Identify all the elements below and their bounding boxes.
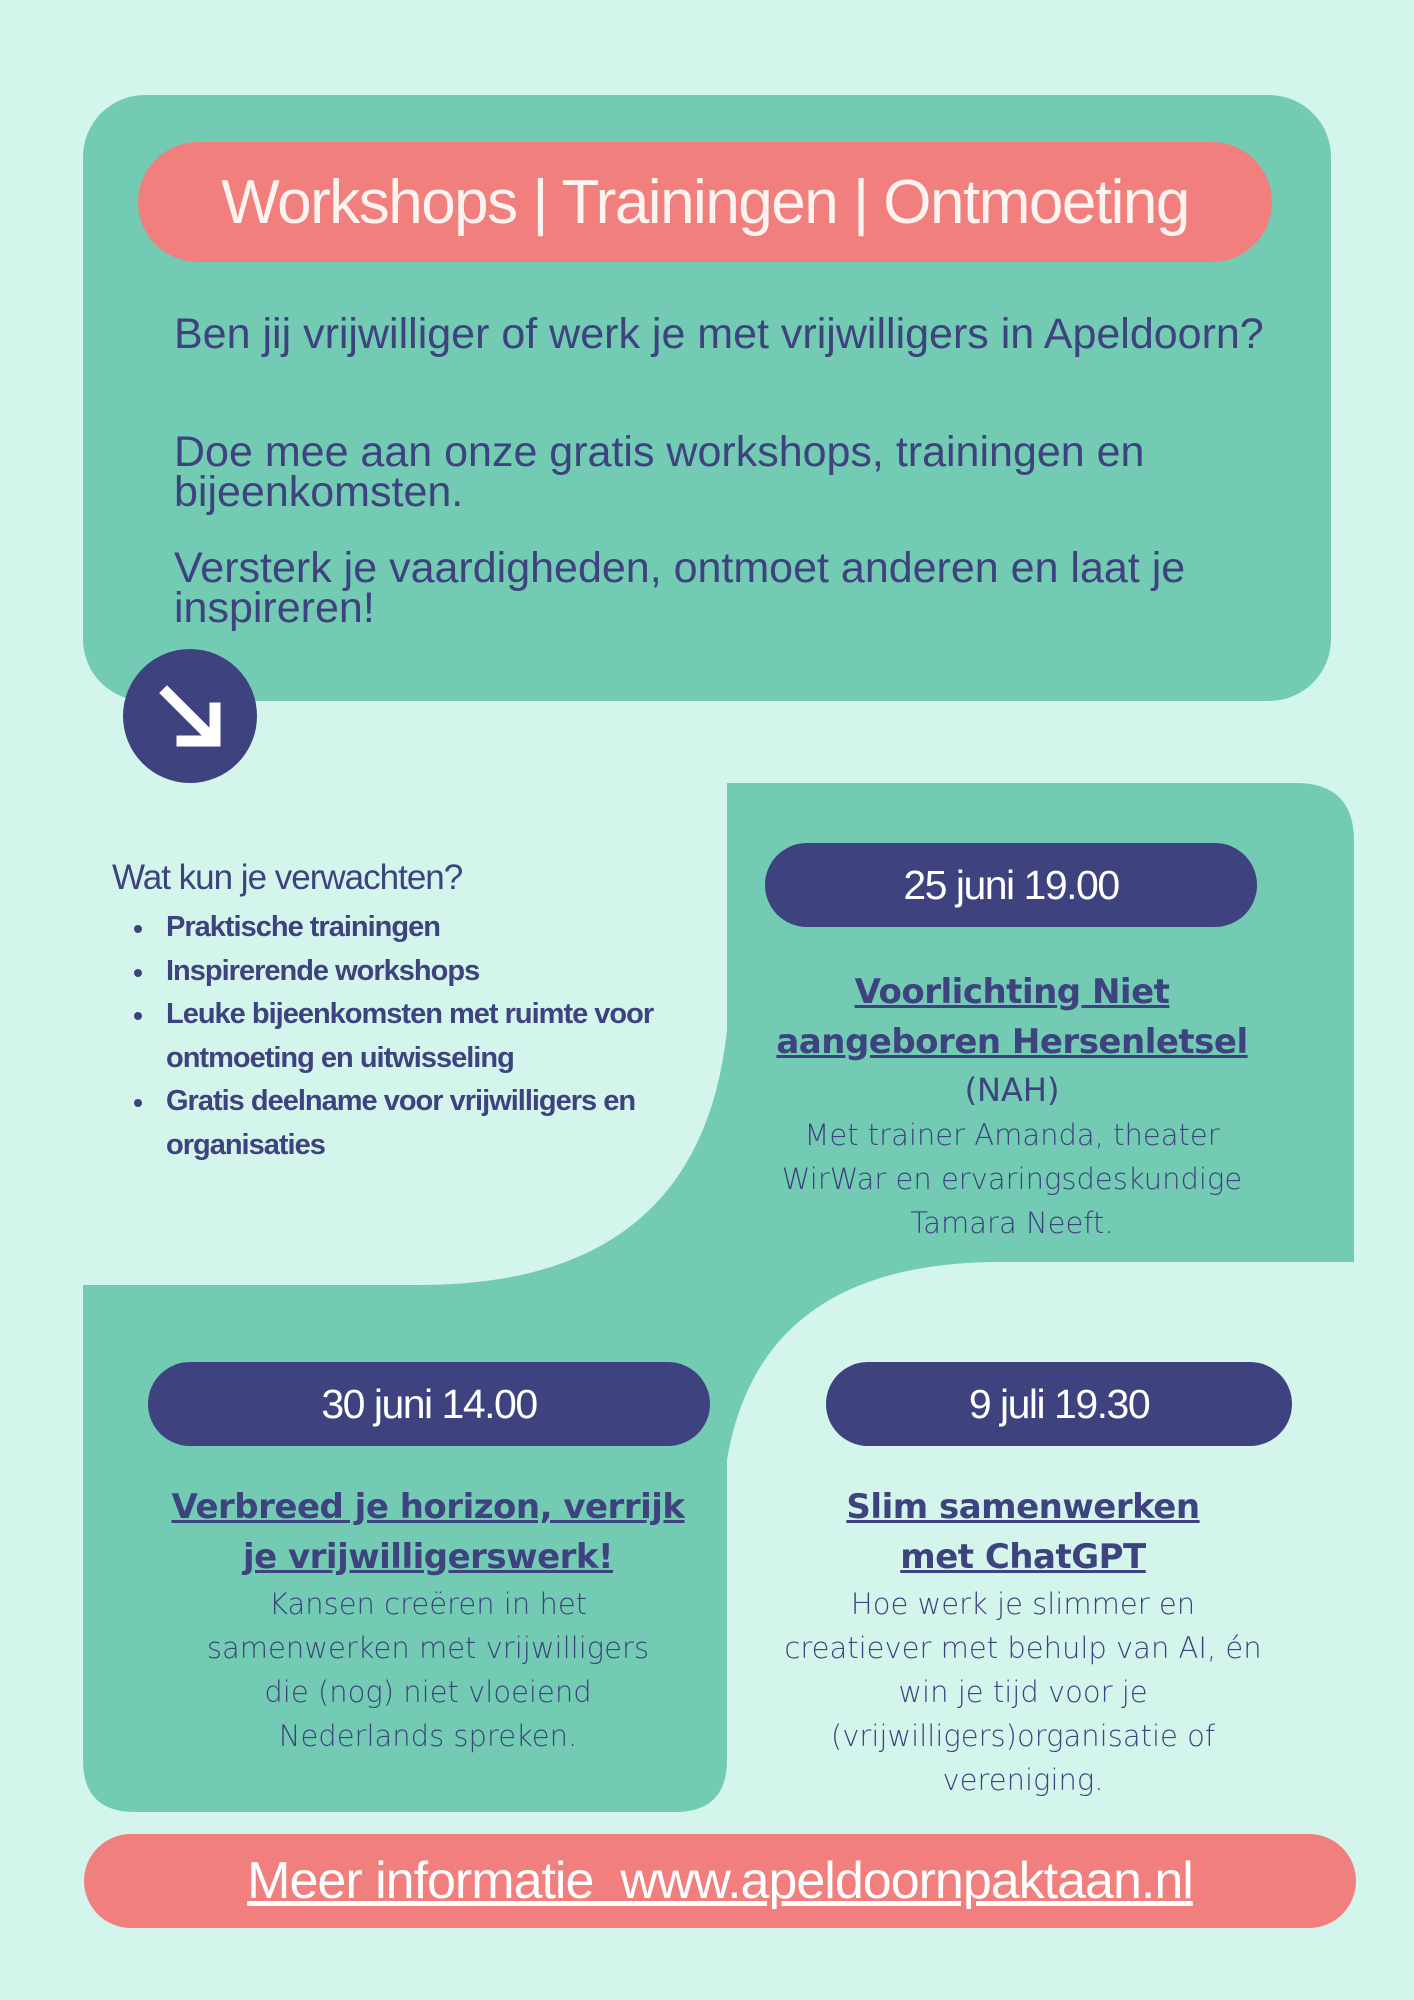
more-info-link[interactable]: Meer informatie www.apeldoornpaktaan.nl: [247, 1852, 1193, 1910]
intro-paragraph-2: Doe mee aan onze gratis workshops, trainingen en bijeenkomsten.: [174, 428, 1145, 516]
event-title-1[interactable]: Voorlichting Niet aangeboren Hersenletsel: [776, 972, 1248, 1062]
event-card-3: [778, 1482, 1268, 1802]
event-title-3[interactable]: Slim samenwerken met ChatGPT: [846, 1487, 1200, 1577]
arrow-button: [123, 649, 257, 783]
event-title-2[interactable]: Verbreed je horizon, verrijk je vrijwilligerswerk!: [171, 1487, 685, 1577]
footer-banner: [84, 1834, 1356, 1928]
page-title: Workshops | Trainingen | Ontmoeting: [221, 167, 1189, 237]
event-date-2: 30 juni 14.00: [148, 1362, 710, 1446]
event-date-3: 9 juli 19.30: [826, 1362, 1292, 1446]
title-banner: [138, 142, 1272, 262]
expectations-title: Wat kun je verwachten?: [112, 858, 463, 897]
event-card-2: [168, 1482, 688, 1758]
event-description-3: Hoe werk je slimmer en creatiever met behulp van AI, én win je tijd voor je (vrijwilligers)organisatie of vereniging.: [784, 1587, 1262, 1797]
list-item: Gratis deelname voor vrijwilligers en organisaties: [130, 1080, 686, 1167]
event-description-2: Kansen creëren in het samenwerken met vrijwilligers die (nog) niet vloeiend Nederlands spreken.: [206, 1587, 650, 1753]
list-item: Praktische trainingen: [130, 906, 730, 950]
expectations-list: [130, 906, 730, 1167]
intro-paragraph-1: Ben jij vrijwilliger of werk je met vrijwilligers in Apeldoorn?: [174, 310, 1264, 358]
event-date-1: 25 juni 19.00: [765, 843, 1257, 927]
intro-paragraph-3: Versterk je vaardigheden, ontmoet anderen en laat je inspireren!: [174, 544, 1186, 632]
event-description-1: Met trainer Amanda, theater WirWar en ervaringsdeskundige Tamara Neeft.: [781, 1118, 1243, 1240]
event-subtitle-1: (NAH): [964, 1071, 1060, 1109]
event-card-1: [752, 967, 1272, 1245]
list-item: Leuke bijeenkomsten met ruimte voor ontmoeting en uitwisseling: [130, 993, 706, 1080]
list-item: Inspirerende workshops: [130, 950, 730, 994]
arrow-down-right-icon: [123, 649, 257, 783]
